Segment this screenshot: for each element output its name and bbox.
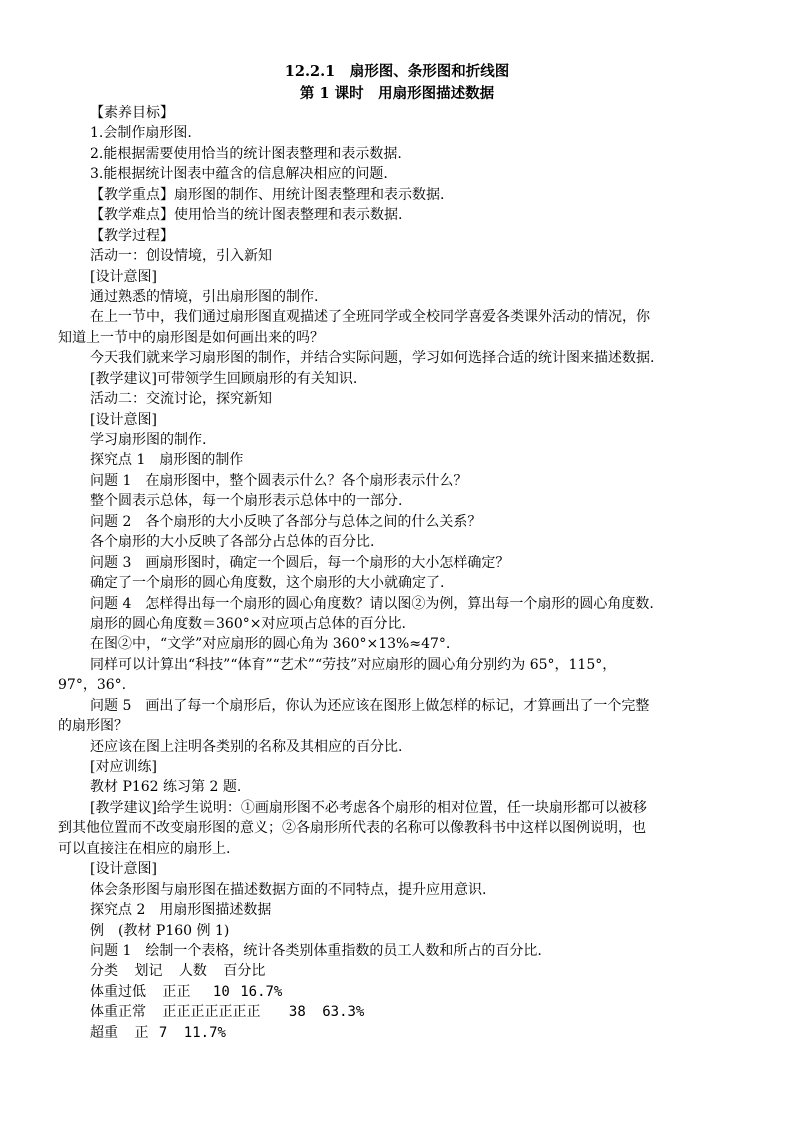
exploration-heading: 探究点 2 用扇形图描述数据 (90, 902, 272, 919)
heading-process: 【教学过程】 (90, 227, 174, 244)
question-line: 的扇形图？ (58, 718, 128, 735)
teaching-difficulty: 【教学难点】使用恰当的统计图表整理和表示数据. (90, 207, 403, 224)
tally-row (90, 1002, 740, 1022)
paragraph-line: 同样可以计算出“科技”“体育”“艺术”“劳技”对应扇形的圆心角分别约为 65°，115°， (90, 656, 617, 673)
goal-item: 1.会制作扇形图. (90, 125, 192, 142)
answer-line: 各个扇形的大小反映了各部分占总体的百分比. (90, 534, 375, 551)
document-subtitle: 第 1 课时 用扇形图描述数据 (299, 85, 495, 102)
tally-category: 体重正常 (90, 1004, 146, 1021)
tally-count: 38 (288, 1004, 306, 1021)
paragraph-line: 知道上一节中的扇形图是如何画出来的吗？ (58, 329, 324, 346)
tally-count: 7 (158, 1024, 168, 1041)
paragraph-line: 97°，36°. (58, 677, 127, 694)
question-line: 问题 5 画出了每一个扇形后，你认为还应该在图形上做怎样的标记，才算画出了一个完整 (90, 697, 650, 714)
paragraph-line: 通过熟悉的情境，引出扇形图的制作. (90, 288, 319, 305)
activity-heading: 活动一：创设情境，引入新知 (90, 248, 272, 265)
design-intent-label: [设计意图] (90, 861, 157, 878)
training-label: [对应训练] (90, 759, 157, 775)
document-title: 12.2.1 扇形图、条形图和折线图 (284, 63, 510, 80)
goal-item: 3.能根据统计图表中蕴含的信息解决相应的问题. (90, 166, 388, 183)
tally-category: 超重 (90, 1024, 118, 1041)
heading-goals: 【素养目标】 (90, 105, 174, 121)
activity-heading: 活动二：交流讨论，探究新知 (90, 391, 272, 408)
paragraph-line: 学习扇形图的制作. (90, 432, 207, 448)
tally-count: 10 (212, 983, 230, 1000)
exploration-heading: 探究点 1 扇形图的制作 (90, 452, 244, 469)
tally-header-marks: 划记 (134, 963, 163, 980)
document-body (58, 103, 740, 1043)
tally-header-row (90, 961, 740, 981)
tally-marks: 正正 (162, 983, 191, 1000)
paragraph-line: 教材 P162 练习第 2 题. (90, 779, 242, 796)
tally-row (90, 1023, 740, 1043)
paragraph-line: 可以直接注在相应的扇形上. (58, 840, 231, 857)
tally-marks: 正正正正正正正 (162, 1004, 261, 1021)
answer-line: 还应该在图上注明各类别的名称及其相应的百分比. (90, 738, 403, 755)
answer-line: 确定了一个扇形的圆心角度数，这个扇形的大小就确定了. (90, 575, 445, 592)
tally-percent: 16.7% (240, 983, 283, 1000)
teaching-suggestion: [教学建议]给学生说明：①画扇形图不必考虑各个扇形的相对位置，任一块扇形都可以被移 (90, 799, 647, 816)
tally-header-percent: 百分比 (223, 963, 266, 980)
design-intent-label: [设计意图] (90, 411, 157, 428)
paragraph-line: 到其他位置而不改变扇形图的意义；②各扇形所代表的名称可以像教科书中这样以图例说明，也 (58, 820, 646, 837)
tally-marks: 正 (134, 1024, 149, 1041)
goal-item: 2.能根据需要使用恰当的统计图表整理和表示数据. (90, 145, 402, 162)
tally-percent: 63.3% (322, 1004, 365, 1021)
teaching-focus: 【教学重点】扇形图的制作、用统计图表整理和表示数据. (90, 186, 445, 203)
question-line: 问题 1 在扇形图中，整个圆表示什么？各个扇形表示什么？ (90, 472, 468, 489)
tally-header-category: 分类 (90, 963, 118, 980)
tally-row (90, 982, 740, 1002)
question-line: 问题 1 绘制一个表格，统计各类别体重指数的员工人数和所占的百分比. (90, 942, 542, 959)
example-line: 例 (教材 P160 例 1) (90, 922, 230, 939)
tally-category: 体重过低 (90, 983, 146, 1000)
question-line: 问题 2 各个扇形的大小反映了各部分与总体之间的什么关系？ (90, 513, 482, 530)
question-line: 问题 3 画扇形图时，确定一个圆后，每一个扇形的大小怎样确定？ (90, 554, 510, 571)
answer-line: 整个圆表示总体，每一个扇形表示总体中的一部分. (90, 493, 403, 510)
paragraph-line: 体会条形图与扇形图在描述数据方面的不同特点，提升应用意识. (90, 881, 487, 898)
design-intent-label: [设计意图] (90, 268, 157, 285)
paragraph-line: 今天我们就来学习扇形图的制作，并结合实际问题，学习如何选择合适的统计图来描述数据. (90, 350, 655, 367)
question-line: 问题 4 怎样得出每一个扇形的圆心角度数？请以图②为例，算出每一个扇形的圆心角度数. (90, 595, 654, 612)
paragraph-line: 在图②中，“文学”对应扇形的圆心角为 360°×13%≈47°. (90, 636, 451, 653)
teaching-suggestion: [教学建议]可带领学生回顾扇形的有关知识. (90, 370, 358, 387)
paragraph-line: 在上一节中，我们通过扇形图直观描述了全班同学或全校同学喜爱各类课外活动的情况，你 (90, 309, 650, 326)
tally-header-count: 人数 (178, 963, 207, 980)
tally-percent: 11.7% (183, 1024, 226, 1041)
answer-line: 扇形的圆心角度数＝360°×对应项占总体的百分比. (90, 615, 406, 632)
